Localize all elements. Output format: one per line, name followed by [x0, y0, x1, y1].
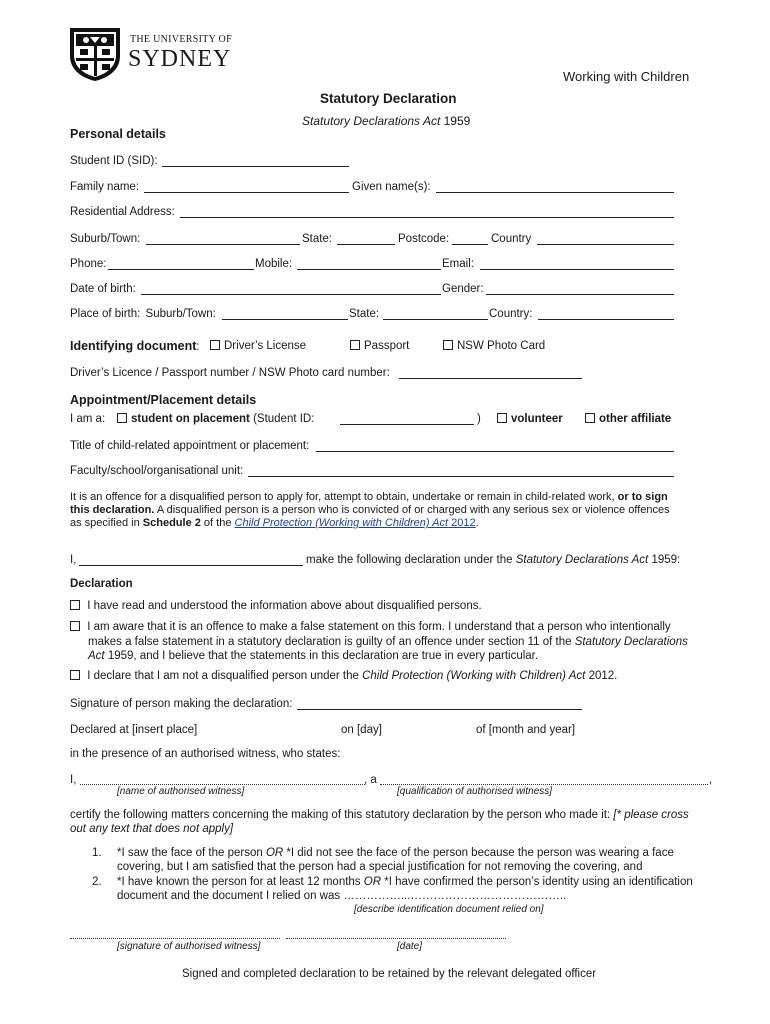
item3b: Child Protection (Working with Children) Act [362, 670, 586, 682]
witness-name-caption: [name of authorised witness] [117, 786, 245, 797]
mobile-label: Mobile: [255, 258, 293, 270]
pob-country-label: Country: [489, 308, 533, 320]
email-field[interactable] [480, 269, 674, 270]
drivers-license-option[interactable] [210, 340, 306, 352]
volunteer-label: volunteer [511, 413, 563, 425]
item2-l3b: 1959, and I believe that the statements in this declaration are true in every particular. [107, 650, 539, 662]
intro-text: make the following declaration under the [306, 554, 513, 566]
witness-end-comma: , [709, 774, 713, 786]
logo-line1: THE UNIVERSITY OF [130, 34, 232, 45]
declarant-i: I, [70, 554, 77, 566]
dob-label: Date of birth: [70, 283, 136, 295]
document-number-label: Driver’s Licence / Passport number / NSW Photo card number: [70, 367, 390, 379]
signature-label: Signature of person making the declaration: [70, 698, 293, 710]
subtitle-year: 1959 [443, 114, 471, 128]
university-logo [68, 26, 238, 82]
family-name-field[interactable] [144, 192, 349, 193]
declaration-item-2-line2 [88, 636, 688, 648]
given-names-label: Given name(s): [352, 181, 431, 193]
m1a: *I saw the face of the person [117, 847, 263, 859]
phone-field[interactable] [108, 269, 254, 270]
offence-text2: A disqualified person is a person who is convicted of or charged with any serious sex or violence offences [156, 504, 670, 516]
student-id-label: Student ID (SID): [70, 155, 158, 167]
family-name-label: Family name: [70, 181, 140, 193]
signature-field[interactable] [297, 709, 582, 710]
student-placement-checkbox[interactable] [117, 413, 127, 423]
m2-or: OR [363, 876, 382, 888]
page-title: Statutory Declaration [320, 91, 457, 106]
witness-a: , a [364, 774, 377, 786]
page-subtitle [302, 114, 470, 128]
university-crest-icon [68, 26, 122, 82]
declaration-item-2[interactable] [70, 621, 671, 633]
offence-schedule: Schedule 2 [142, 517, 201, 529]
certify-text: certify the following matters concerning the making of this statutory declaration by the person who made it: [70, 809, 611, 821]
document-number-field[interactable] [399, 378, 582, 379]
declaration-item-3-checkbox[interactable] [70, 670, 80, 680]
matter-2-number: 2. [92, 876, 102, 888]
offence-line1 [70, 491, 668, 503]
appointment-heading: Appointment/Placement details [70, 393, 257, 407]
volunteer-checkbox[interactable] [497, 413, 507, 423]
offence-bold2: this declaration. [70, 504, 155, 516]
presence-text: in the presence of an authorised witness, who states: [70, 748, 341, 760]
matter-1-line2: covering, but I am satisfied that the person had a special justification for not removing the covering, and [117, 861, 643, 873]
drivers-license-checkbox[interactable] [210, 340, 220, 350]
passport-label: Passport [364, 340, 410, 352]
matter-1-number: 1. [92, 847, 102, 859]
witness-date-caption: [date] [397, 941, 423, 952]
declaration-item-1[interactable] [70, 600, 482, 612]
witness-qual-caption: [qualification of authorised witness] [397, 786, 553, 797]
declaration-item-3[interactable] [70, 670, 617, 682]
suburb-field[interactable] [146, 244, 300, 245]
intro-act: Statutory Declarations Act [515, 554, 649, 566]
item2-l3a: Act [88, 650, 105, 662]
offence-text1: It is an offence for a disqualified person to apply for, attempt to obtain, undertake or remain in child-related work, [70, 491, 615, 503]
logo-line2: SYDNEY [128, 46, 232, 72]
appointment-title-field[interactable] [316, 451, 674, 452]
country-field[interactable] [537, 244, 674, 245]
student-placement-option[interactable] [117, 413, 314, 425]
offence-line2 [70, 504, 670, 516]
declaration-intro-text [306, 554, 680, 566]
pob-suburb-text: Suburb/Town: [145, 308, 216, 320]
form-category: Working with Children [563, 69, 690, 84]
act-link[interactable] [235, 517, 476, 529]
appointment-title-label: Title of child-related appointment or placement: [70, 440, 310, 452]
residential-address-label: Residential Address: [70, 206, 175, 218]
document-relied-field[interactable]: ……………...………………………………….. [343, 890, 567, 902]
pob-label [70, 308, 216, 320]
passport-checkbox[interactable] [350, 340, 360, 350]
offence-text3: as specified in [70, 517, 140, 529]
identifying-document-row [70, 339, 200, 353]
personal-details-heading: Personal details [70, 127, 166, 141]
certify-line2: out any text that does not apply] [70, 823, 234, 835]
pob-country-field[interactable] [538, 319, 674, 320]
witness-date-field[interactable] [286, 938, 506, 939]
nsw-photo-card-label: NSW Photo Card [457, 340, 546, 352]
state-label: State: [302, 233, 333, 245]
pob-state-label: State: [349, 308, 380, 320]
gender-label: Gender: [442, 283, 484, 295]
document-caption: [describe identification document relied on] [354, 904, 544, 915]
declaration-item-1-checkbox[interactable] [70, 600, 80, 610]
m2c: document and the document I relied on was [117, 890, 341, 902]
matter-1-line1 [117, 847, 674, 859]
student-id-field[interactable] [162, 166, 349, 167]
close-paren: ) [477, 413, 481, 425]
witness-i: I, [70, 774, 77, 786]
act-link-year: 2012 [451, 517, 476, 529]
declarant-name-field[interactable] [79, 565, 303, 566]
item3a: I declare that I am not a disqualified person under the [87, 670, 359, 682]
nsw-photo-card-checkbox[interactable] [443, 340, 453, 350]
item2-l2a: makes a false statement in a statutory declaration is guilty of an offence under section 11 of the [88, 636, 572, 648]
on-day-label: on [day] [341, 724, 382, 736]
offence-period: . [475, 517, 479, 529]
phone-label: Phone: [70, 258, 107, 270]
offence-text3b: of the [203, 517, 232, 529]
declaration-item-2-checkbox[interactable] [70, 621, 80, 631]
witness-name-field[interactable] [80, 784, 365, 785]
passport-option[interactable] [350, 340, 409, 352]
certify-line1 [70, 809, 689, 821]
other-affiliate-label: other affiliate [599, 413, 672, 425]
gender-field[interactable] [486, 294, 674, 295]
act-link-text: Child Protection (Working with Children) Act [234, 517, 449, 529]
m1b: *I did not see the face of the person because the person was wearing a face [286, 847, 674, 859]
dob-field[interactable] [141, 294, 441, 295]
pob-suburb-field[interactable] [222, 319, 348, 320]
offence-line3 [70, 517, 479, 529]
m2b: *I have confirmed the person’s identity using an identification [384, 876, 693, 888]
matter-2-line1 [117, 876, 693, 888]
m1-or: OR [265, 847, 284, 859]
faculty-label: Faculty/school/organisational unit: [70, 465, 244, 477]
matter-2-line2 [117, 890, 566, 902]
identifying-colon: : [196, 341, 200, 353]
postcode-field[interactable] [452, 244, 488, 245]
certify-italic: [* please cross [613, 809, 689, 821]
declaration-item-1-text: I have read and understood the information above about disqualified persons. [87, 600, 482, 612]
declared-at-label: Declared at [insert place] [70, 724, 198, 736]
pob-state-field[interactable] [383, 319, 488, 320]
faculty-field[interactable] [248, 476, 674, 477]
other-affiliate-option[interactable] [585, 413, 671, 425]
mobile-field[interactable] [297, 269, 441, 270]
witness-qualification-field[interactable] [380, 784, 708, 785]
postcode-label: Postcode: [398, 233, 450, 245]
suburb-label: Suburb/Town: [70, 233, 141, 245]
footer-note: Signed and completed declaration to be retained by the relevant delegated officer [182, 968, 597, 980]
witness-signature-field[interactable] [70, 938, 280, 939]
volunteer-option[interactable] [497, 413, 563, 425]
country-label: Country [491, 233, 532, 245]
student-placement-label: student on placement [131, 413, 250, 425]
state-field[interactable] [337, 244, 395, 245]
subtitle-act: Statutory Declarations Act [302, 114, 441, 128]
item2-l2b: Statutory Declarations [574, 636, 688, 648]
declaration-item-2-line3 [88, 650, 538, 662]
intro-year: 1959: [651, 554, 681, 566]
m2a: *I have known the person for at least 12 months [117, 876, 361, 888]
declaration-item-2-line1: I am aware that it is an offence to make a false statement on this form. I understand that a person who intentionally [87, 621, 671, 633]
of-month-label: of [month and year] [476, 724, 576, 736]
pob-text: Place of birth: [70, 308, 141, 320]
given-names-field[interactable] [436, 192, 674, 193]
i-am-a-label: I am a: [70, 413, 106, 425]
nsw-photo-card-option[interactable] [443, 340, 545, 352]
email-label: Email: [442, 258, 474, 270]
witness-signature-caption: [signature of authorised witness] [117, 941, 261, 952]
identifying-document-heading: Identifying document [70, 339, 197, 353]
placement-student-id-field[interactable] [340, 424, 474, 425]
student-id-paren-label: (Student ID: [253, 413, 315, 425]
drivers-license-label: Driver’s License [224, 340, 307, 352]
other-affiliate-checkbox[interactable] [585, 413, 595, 423]
item3c: 2012. [588, 670, 618, 682]
offence-bold1: or to sign [617, 491, 668, 503]
residential-address-field[interactable] [180, 217, 674, 218]
declaration-heading: Declaration [70, 578, 133, 590]
